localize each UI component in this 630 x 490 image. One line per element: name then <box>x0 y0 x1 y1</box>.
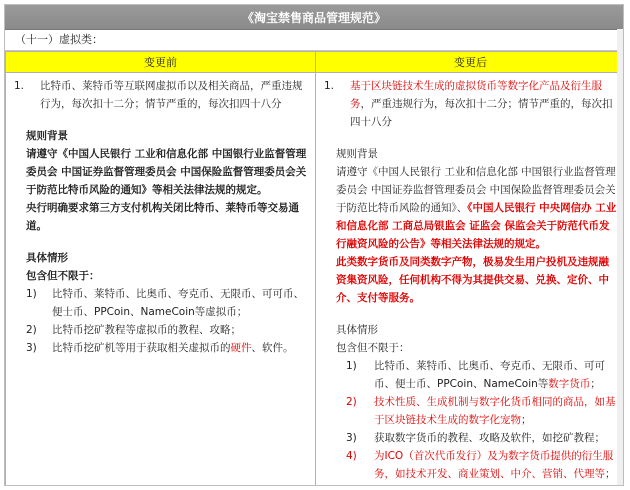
highlight-text: 技术性质、生成机制与数字化货币相同的商品，如基于区块链技术生成的数字化宠物 <box>374 396 616 426</box>
background-title: 规则背景 <box>26 130 68 142</box>
background-body-2: 央行明确要求第三方支付机构关闭比特币、莱特币等交易通道。 <box>26 202 299 232</box>
page-title: 《淘宝禁售商品管理规范》 <box>5 5 623 30</box>
case-text-part: 比特币、莱特币、比奥币、夸克币、无限币、可可币、便士币、PPCoin、NameCoin等 <box>374 360 605 390</box>
background-text-part: 请遵守《中国人民银行 工业和信息化部 中国银行业监督管理委员会 中国证券监督管理委员会 中国保险监督管理委员会关于防范比特币风险的通知》、 <box>336 166 616 214</box>
regulation-panel <box>4 4 624 486</box>
rule-item <box>14 77 309 113</box>
before-cell <box>6 73 316 486</box>
case-number: 2) <box>26 324 37 336</box>
rule-text-part: ，严重违规行为，每次扣十二分；情节严重的，每次扣四十八分 <box>350 98 613 128</box>
highlight-text: 硬件 <box>230 342 252 354</box>
case-text <box>374 357 619 393</box>
case-text: 比特币挖矿教程等虚拟币的教程、攻略； <box>52 324 241 336</box>
highlight-text: 数字货币 <box>548 378 591 390</box>
case-item <box>26 321 309 339</box>
background-body <box>336 163 619 253</box>
case-text: 比特币、莱特币、比奥币、夸克币、无限币、可可币、便士币、PPCoin、NameCoin等虚拟币； <box>52 288 304 318</box>
header-after: 变更后 <box>316 52 625 73</box>
case-number: 1) <box>26 288 37 300</box>
rule-number: 1. <box>14 80 25 92</box>
case-text-part: ； <box>605 468 616 480</box>
case-text-part: 、软件。 <box>251 342 294 354</box>
case-item <box>324 447 619 483</box>
header-before: 变更前 <box>6 52 316 73</box>
case-text <box>374 447 619 483</box>
cases-intro: 包含但不限于： <box>26 270 100 282</box>
case-number: 1) <box>346 360 357 372</box>
case-item <box>324 393 619 429</box>
case-text-part: ； <box>521 414 532 426</box>
after-cell <box>316 73 625 486</box>
cases-intro: 包含但不限于： <box>336 342 410 354</box>
case-number: 2) <box>346 396 357 408</box>
background-body: 请遵守《中国人民银行 工业和信息化部 中国银行业监督管理委员会 中国证券监督管理委员会 中国保险监督管理委员会关于防范比特币风险的通知》等相关法律法规的规定。 <box>26 148 307 196</box>
background-body-2: 此类数字货币及同类数字产物，极易发生用户投机及违规融资集资风险，任何机构不得为其提供交易、兑换、定价、中介、支付等服务。 <box>336 256 609 304</box>
comparison-table <box>5 51 624 486</box>
cases-title: 具体情形 <box>336 324 378 336</box>
cases-title: 具体情形 <box>26 252 68 264</box>
highlight-text: 为ICO（首次代币发行）及为数字货币提供的衍生服务，如技术开发、商业策划、中介、营销、代理等 <box>374 450 614 480</box>
scrollbar[interactable] <box>617 29 623 486</box>
background-title: 规则背景 <box>336 148 378 160</box>
highlight-text: 基于区块链技术生成的虚拟货币等数字化产品及衍生服务 <box>350 80 602 110</box>
case-text <box>52 339 309 357</box>
case-item <box>324 357 619 393</box>
case-item <box>324 429 619 447</box>
rule-text: 比特币、莱特币等互联网虚拟币以及相关商品，严重违规行为，每次扣十二分；情节严重的，每次扣四十八分 <box>40 80 303 110</box>
case-text-part: 比特币挖矿机等用于获取相关虚拟币的 <box>52 342 231 354</box>
case-item <box>26 285 309 321</box>
case-number: 4) <box>346 450 357 462</box>
rule-number: 1. <box>324 80 335 92</box>
section-heading: （十一）虚拟类： <box>5 30 623 51</box>
highlight-text: 《中国人民银行 中央网信办 工业和信息化部 工商总局银监会 证监会 保监会关于防范代币发行融资风险的公告》等相关法律法规的规定。 <box>336 202 617 250</box>
case-text-part: ； <box>590 378 601 390</box>
rule-text <box>350 77 619 131</box>
case-number: 3) <box>346 432 357 444</box>
case-text <box>374 393 619 429</box>
case-number: 3) <box>26 342 37 354</box>
case-item <box>26 339 309 357</box>
case-text: 获取数字货币的教程、攻略及软件，如挖矿教程； <box>374 432 605 444</box>
rule-item <box>324 77 619 131</box>
